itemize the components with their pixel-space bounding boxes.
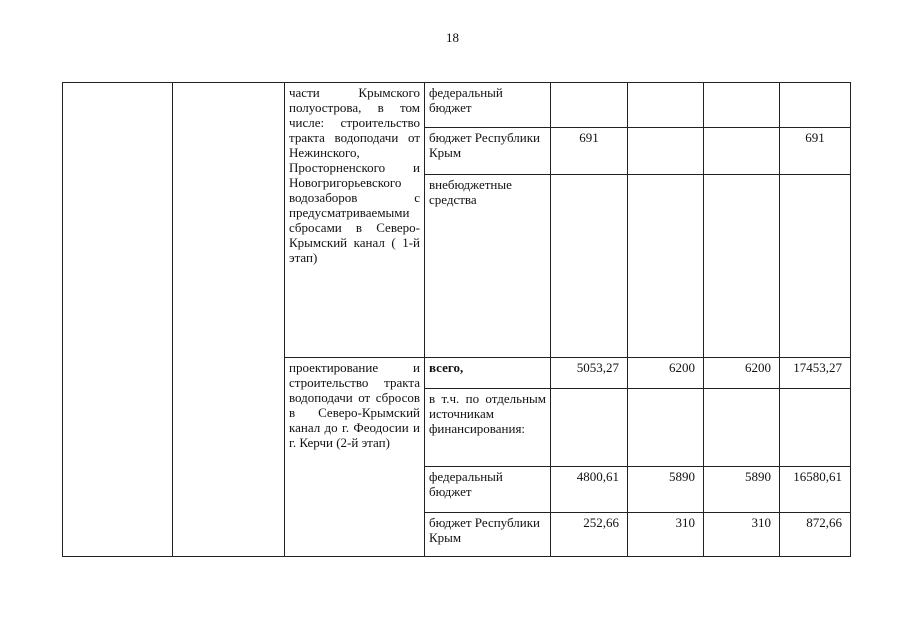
funding-source: федеральный бюджет bbox=[425, 467, 551, 513]
page-number: 18 bbox=[446, 30, 459, 45]
empty-cell bbox=[63, 83, 173, 557]
value-cell bbox=[704, 128, 780, 175]
value-cell bbox=[628, 175, 704, 358]
total-cell bbox=[780, 389, 851, 467]
funding-source: бюджет Республики Крым bbox=[425, 513, 551, 557]
total-cell: 691 bbox=[780, 128, 851, 175]
value-cell: 691 bbox=[551, 128, 628, 175]
value-cell bbox=[551, 83, 628, 128]
value-cell bbox=[704, 175, 780, 358]
total-cell: 17453,27 bbox=[780, 358, 851, 389]
value-cell bbox=[551, 389, 628, 467]
value-cell: 252,66 bbox=[551, 513, 628, 557]
measure-description: проектирование и строительство тракта водоподачи от сбросов в Северо-Крымский канал до г. Феодосии и г. Керчи (2-й этап) bbox=[285, 358, 425, 557]
value-cell: 310 bbox=[628, 513, 704, 557]
value-cell bbox=[704, 389, 780, 467]
value-cell bbox=[551, 175, 628, 358]
value-cell bbox=[704, 83, 780, 128]
funding-source: внебюджетные средства bbox=[425, 175, 551, 358]
total-cell bbox=[780, 83, 851, 128]
value-cell: 4800,61 bbox=[551, 467, 628, 513]
empty-cell bbox=[173, 83, 285, 557]
table-row bbox=[63, 83, 851, 128]
value-cell bbox=[628, 83, 704, 128]
funding-source: всего, bbox=[425, 358, 551, 389]
value-cell: 5053,27 bbox=[551, 358, 628, 389]
total-cell: 16580,61 bbox=[780, 467, 851, 513]
total-cell bbox=[780, 175, 851, 358]
funding-source: бюджет Республики Крым bbox=[425, 128, 551, 175]
value-cell: 5890 bbox=[704, 467, 780, 513]
value-cell: 310 bbox=[704, 513, 780, 557]
funding-source: в т.ч. по отдельным источникам финансирования: bbox=[425, 389, 551, 467]
value-cell: 6200 bbox=[704, 358, 780, 389]
value-cell bbox=[628, 389, 704, 467]
budget-table bbox=[62, 82, 851, 557]
total-cell: 872,66 bbox=[780, 513, 851, 557]
value-cell: 6200 bbox=[628, 358, 704, 389]
measure-description: части Крымского полуострова, в том числе: строительство тракта водоподачи от Нежинского, Просторненского и Новогригорьевского водозаборов с предусматриваемыми сбросами в Северо-Крымский канал ( 1-й этап) bbox=[285, 83, 425, 358]
value-cell: 5890 bbox=[628, 467, 704, 513]
value-cell bbox=[628, 128, 704, 175]
funding-source: федеральный бюджет bbox=[425, 83, 551, 128]
